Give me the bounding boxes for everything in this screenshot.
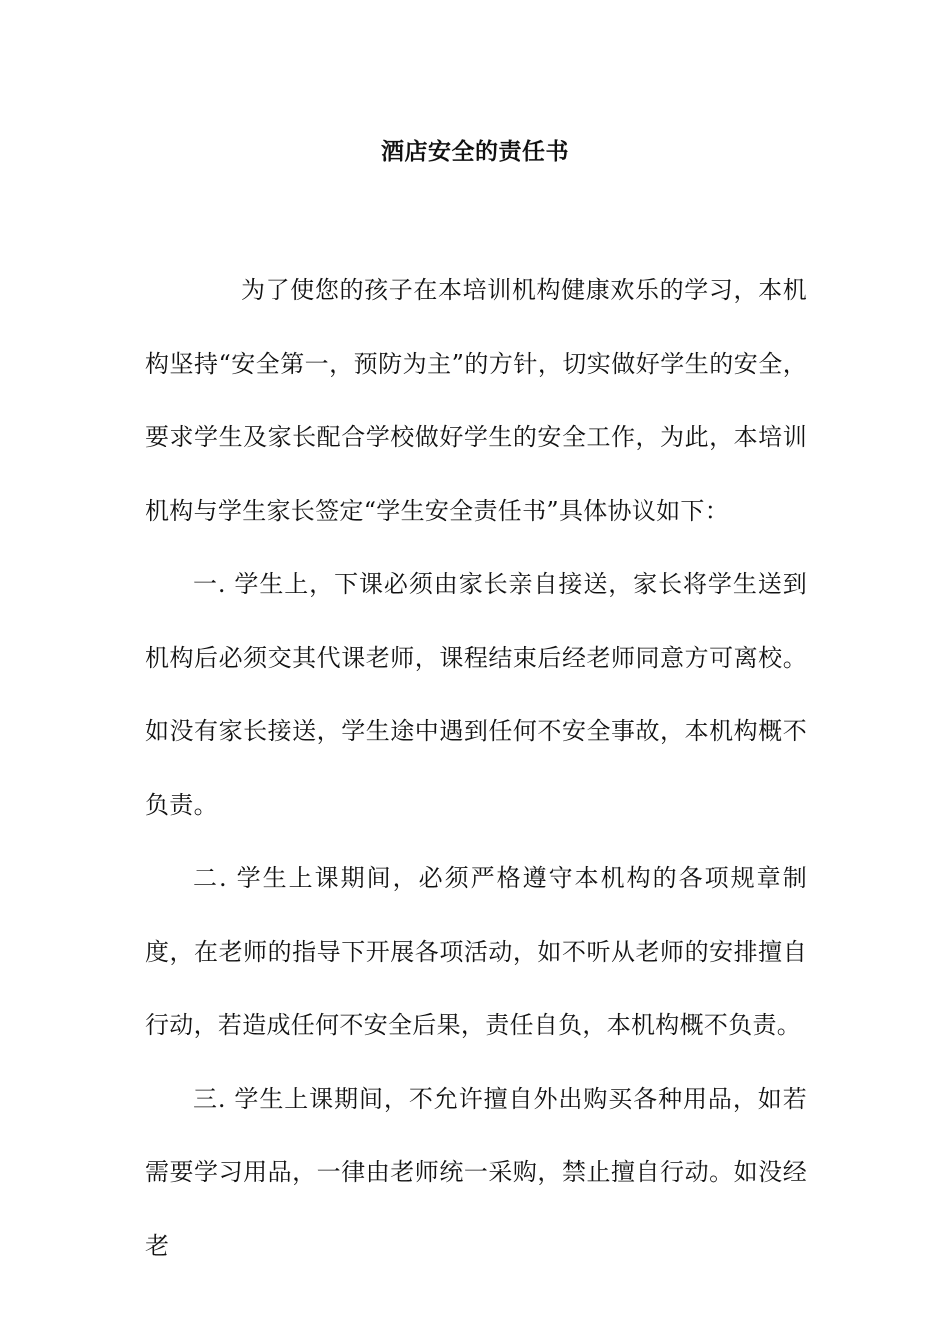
clause-one-paragraph: 一. 学生上，下课必须由家长亲自接送，家长将学生送到机构后必须交其代课老师，课程结束后经老师同意方可离校。如没有家长接送，学生途中遇到任何不安全事故，本机构概不负责。: [145, 570, 807, 819]
clause-three-paragraph: 三. 学生上课期间，不允许擅自外出购买各种用品，如若需要学习用品，一律由老师统一采购，禁止擅自行动。如没经老: [145, 1084, 807, 1260]
intro-paragraph: 为了使您的孩子在本培训机构健康欢乐的学习，本机构坚持“安全第一，预防为主”的方针，切实做好学生的安全，要求学生及家长配合学校做好学生的安全工作，为此，本培训机构与学生家长签定“学生安全责任书”具体协议如下：: [145, 276, 807, 525]
clause-two-paragraph: 二. 学生上课期间，必须严格遵守本机构的各项规章制度，在老师的指导下开展各项活动，如不听从老师的安排擅自行动，若造成任何不安全后果，责任自负，本机构概不负责。: [145, 864, 807, 1039]
document-body: [145, 254, 807, 1283]
document-title: 酒店安全的责任书: [381, 138, 569, 165]
